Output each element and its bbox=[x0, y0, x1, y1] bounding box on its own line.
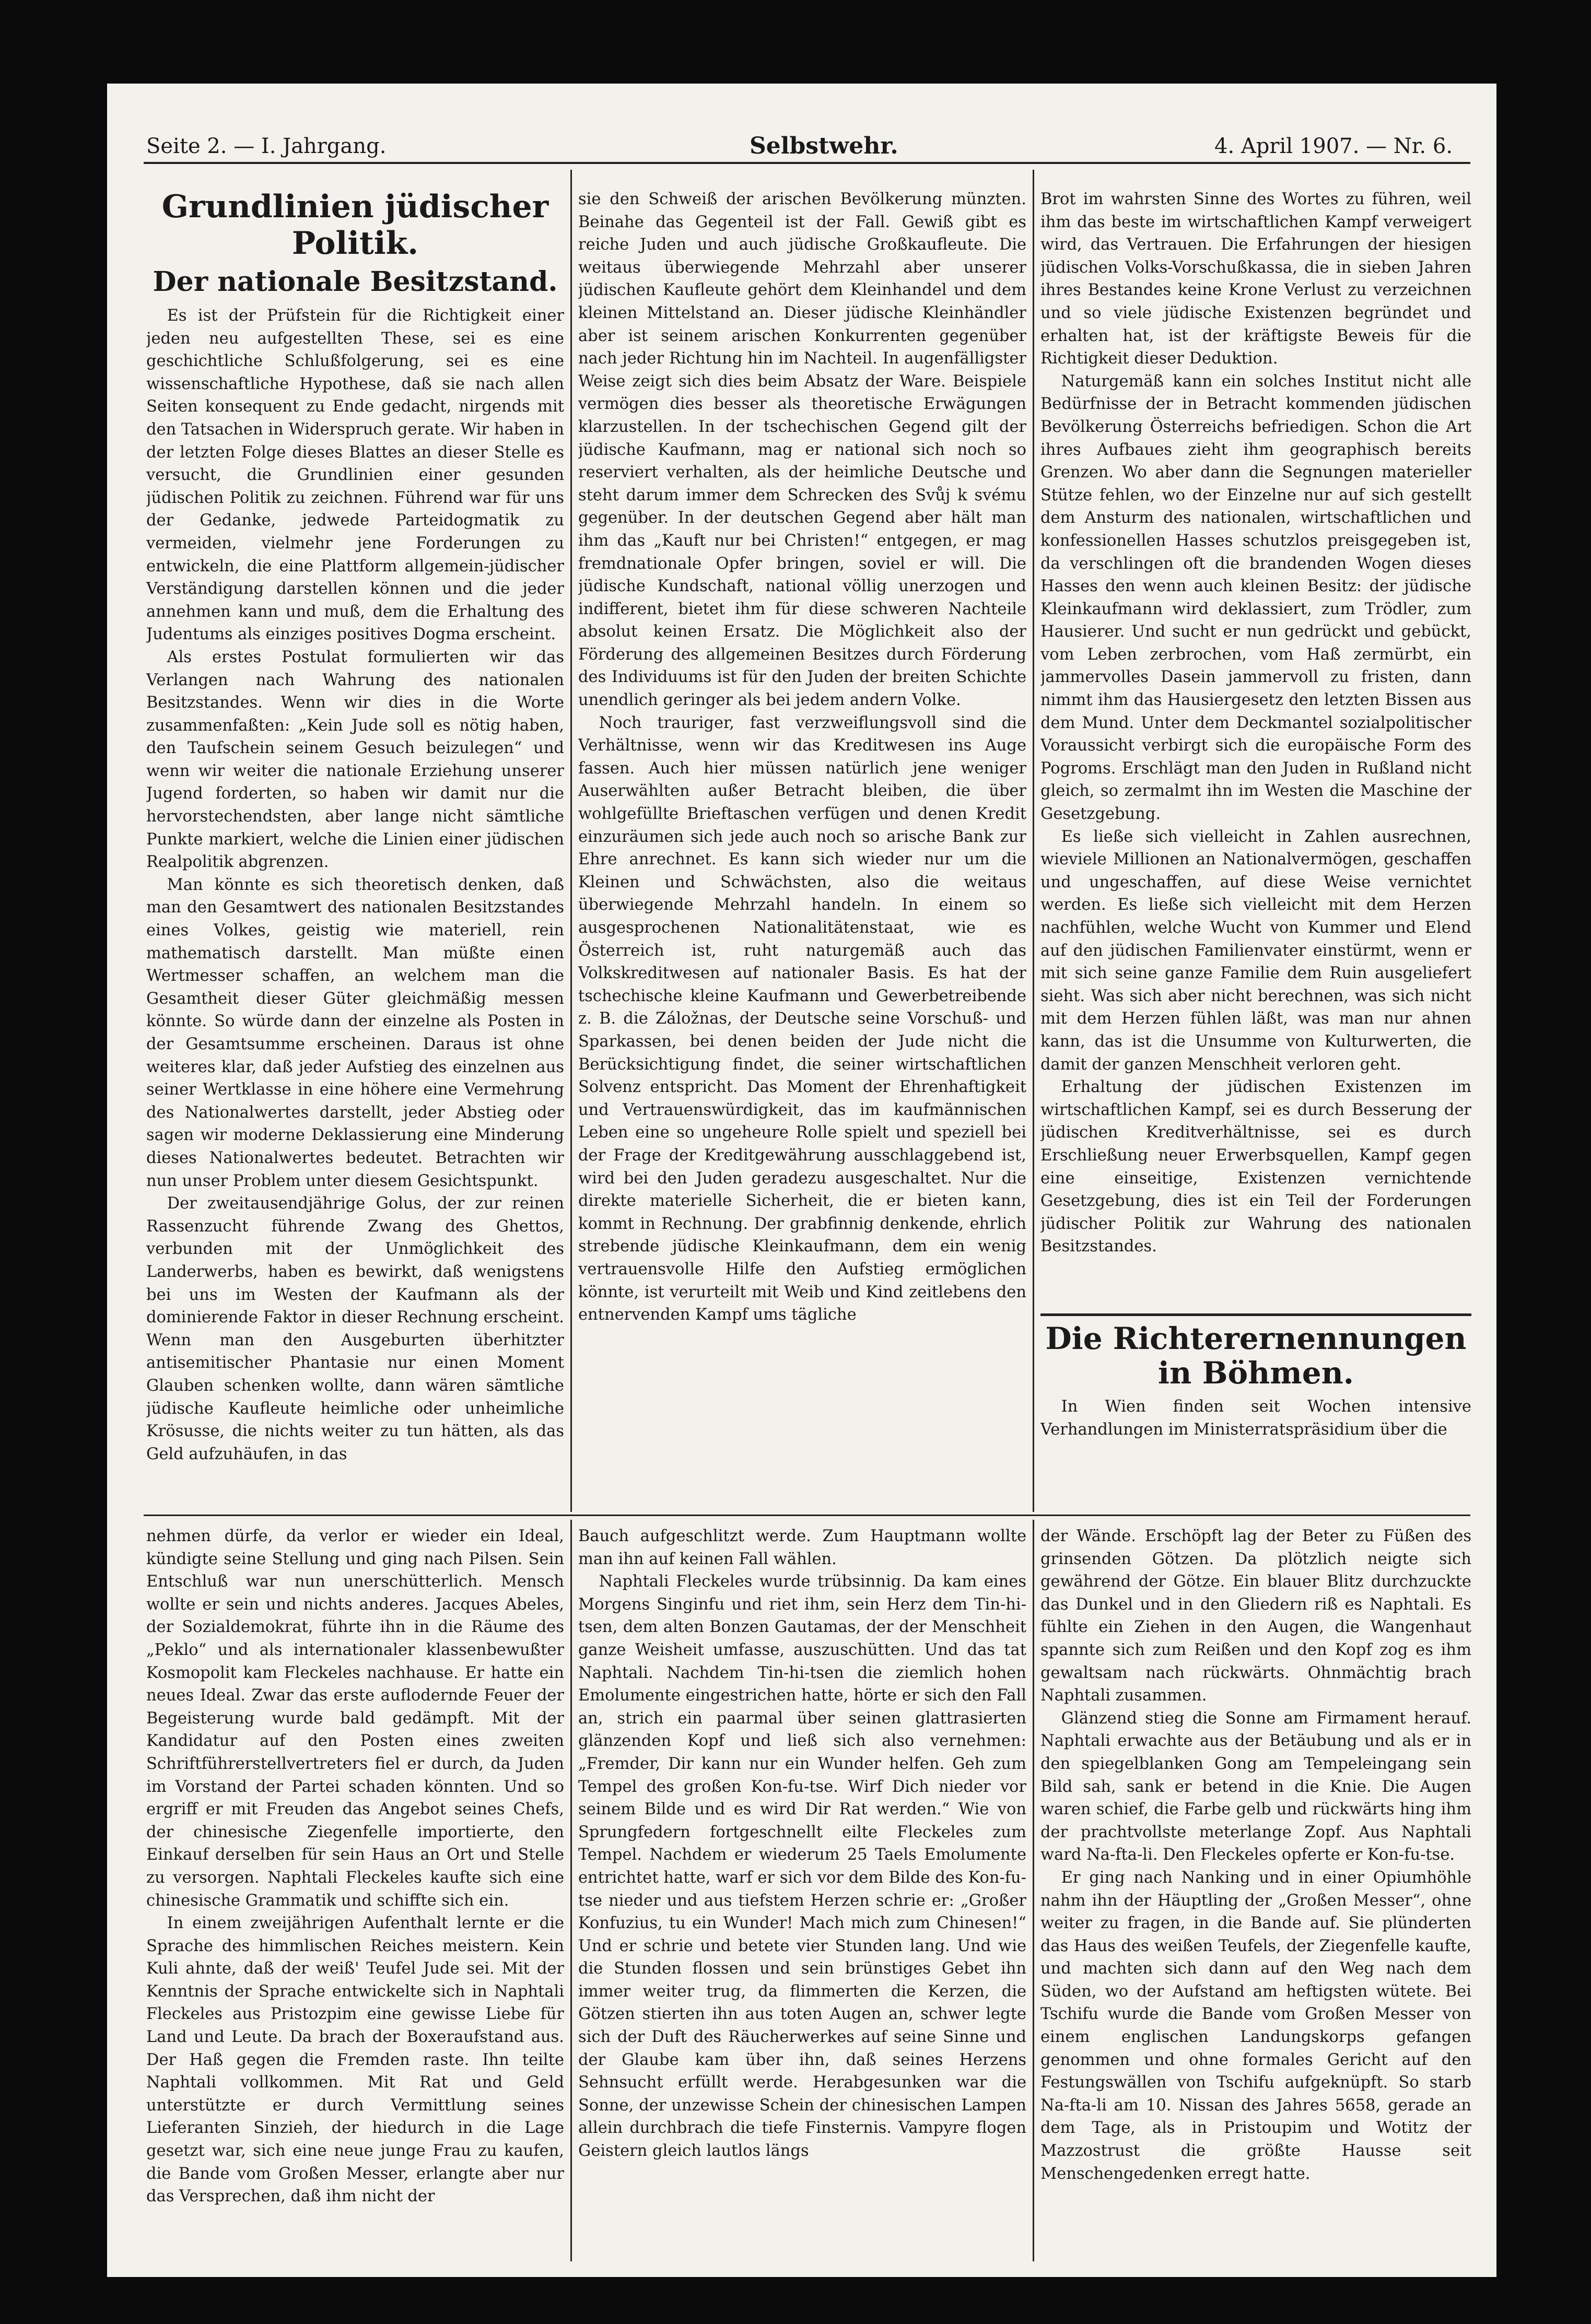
column-rule-1-lower bbox=[570, 1520, 572, 2261]
scan-border-left bbox=[0, 0, 107, 2324]
header-masthead: Selbstwehr. bbox=[750, 133, 898, 159]
article1-column1 bbox=[146, 185, 564, 1509]
scan-border-bottom bbox=[0, 2277, 1591, 2324]
newspaper-page bbox=[107, 84, 1496, 2277]
story-paragraph-3: Bauch aufgeschlitzt werde. Zum Hauptmann wollte man ihn auf keinen Fall wählen. bbox=[578, 1527, 1026, 1568]
article1-paragraph-9: Es ließe sich vielleicht in Zahlen ausrechnen, wieviele Millionen an Nationalvermögen, geschaffen und ungeschaffen, auf diese Weise vernichtet werden. Es ließe sich vielleicht mit dem Herzen nachfühlen, welche Wucht von Kummer und Elend auf den jüdischen Familienvater einstürmt, wenn er mit sich seine ganze Familie dem Ruin ausgeliefert sieht. Was sich aber nicht berechnen, was sich nicht mit dem Herzen fühlen läßt, was man nur ahnen kann, das ist die Unsumme von Kulturwerten, die damit der ganzen Menschheit verloren geht. bbox=[1040, 827, 1471, 1074]
article1-paragraph-3: Man könnte es sich theoretisch denken, daß man den Gesamtwert des nationalen Besitzstandes eines Volkes, geistig wie materiell, rein mathematisch darstellt. Man müßte einen Wertmesser schaffen, an welchem man die Gesamtheit dieser Güter gleichmäßig messen könnte. So würde dann der einzelne als Posten in der Gesamtsumme erscheinen. Daraus ist ohne weiteres klar, daß jeder Aufstieg des einzelnen aus seiner Wertklasse in eine höhere eine Vermehrung des Nationalwertes darstellt, jeder Abstieg oder sagen wir moderne Deklassierung eine Minderung dieses Nationalwertes bedeutet. Betrachten wir nun unser Problem unter diesem Gesichtspunkt. bbox=[146, 875, 564, 1190]
story-paragraph-5: der Wände. Erschöpft lag der Beter zu Füßen des grinsenden Götzen. Da plötzlich neigte sich gewährend der Götze. Ein blauer Blitz durchzuckte das Dunkel und in den Gliedern riß es Naphtali. Es fühlte ein Ziehen in den Augen, die Wangenhaut spannte sich zum Reißen und den Kopf zog es ihm gewaltsam nach rückwärts. Ohnmächtig brach Naphtali zusammen. bbox=[1040, 1527, 1471, 1705]
scan-border-right bbox=[1496, 0, 1591, 2324]
header-page-info: Seite 2. — I. Jahrgang. bbox=[146, 134, 387, 158]
article1-column2 bbox=[578, 188, 1026, 1512]
column-rule-1-upper bbox=[570, 170, 572, 1512]
article1-paragraph-6: Noch trauriger, fast verzweiflungsvoll sind die Verhältnisse, wenn wir das Kreditwesen ins Auge fassen. Auch hier müssen natürlich jene weniger Auserwählten außer Betracht bleiben, die über wohlgefüllte Brieftaschen verfügen und denen Kredit einzuräumen sich jede auch noch so arische Bank zur Ehre anrechnet. Es kann sich wieder nur um die Kleinen und Schwächsten, also die weitaus überwiegende Mehrzahl handeln. In einem so ausgesprochenen Nationalitätenstaat, wie es Österreich ist, ruht naturgemäß auch das Volkskreditwesen auf nationaler Basis. Es hat der tschechische kleine Kaufmann und Gewerbetreibende z. B. die Záložnas, der Deutsche seine Vorschuß- und Sparkassen, bei denen beiden der Jude nicht die Berücksichtigung findet, die seiner wirtschaftlichen Solvenz entspricht. Das Moment der Ehrenhaftigkeit und Vertrauenswürdigkeit, das im kaufmännischen Leben eine so ungeheure Rolle spielt und speziell bei der Frage der Kreditgewährung ausschlaggebend ist, wird bei den Juden geradezu ausgeschaltet. Nur die direkte materielle Sicherheit, die er bieten kann, kommt in Rechnung. Der grabfinnig denkende, ehrlich strebende jüdische Kleinkaufmann, dem ein wenig vertrauensvolle Hilfe den Aufstieg ermöglichen könnte, ist verurteilt mit Weib und Kind zeitlebens den entnervenden Kampf ums tägliche bbox=[578, 713, 1026, 1324]
story-column3 bbox=[1040, 1525, 1471, 2261]
story-paragraph-4: Naphtali Fleckeles wurde trübsinnig. Da kam eines Morgens Singinfu und riet ihm, sein Herz dem Tin-hi-tsen, dem alten Bonzen Gautamas, der der Menschheit ganze Weisheit umfasse, auszuschütten. Und das tat Naphtali. Nachdem Tin-hi-tsen die ziemlich hohen Emolumente eingestrichen hatte, hörte er sich den Fall an, strich ein paarmal über seinen glattrasierten glänzenden Kopf und ließ sich also vernehmen: „Fremder, Dir kann nur ein Wunder helfen. Geh zum Tempel des großen Kon-fu-tse. Wirf Dich nieder vor seinem Bilde und es wird Dir Rat werden.“ Wie von Sprungfedern fortgeschnellt eilte Fleckeles zum Tempel. Nachdem er wiederum 25 Taels Emolumente entrichtet hatte, warf er sich vor dem Bilde des Kon-fu-tse nieder und aus tiefstem Herzen schrie er: „Großer Konfuzius, tu ein Wunder! Mach mich zum Chinesen!“ Und er schrie und betete vier Stunden lang. Und wie die Stunden flossen und sein brünstiges Gebet ihn immer weiter trug, da flimmerten die Kerzen, die Götzen stierten ihn aus toten Augen an, schwer legte sich der Duft des Räucherwerkes auf seine Sinne und der Glaube kam über ihn, daß seines Herzens Sehnsucht erfüllt werde. Herabgesunken war die Sonne, der unzewisse Schein der chinesischen Lampen allein durchbrach die tiefe Finsternis. Vampyre flogen Geistern gleich lautlos längs bbox=[578, 1572, 1026, 2161]
column-rule-2-upper bbox=[1033, 170, 1034, 1512]
story-column2 bbox=[578, 1525, 1026, 2261]
feuilleton-separator-rule bbox=[144, 1515, 1470, 1516]
article-separator-rule bbox=[1040, 1313, 1471, 1316]
header-rule bbox=[144, 162, 1470, 164]
story-column1 bbox=[146, 1525, 564, 2261]
story-paragraph-6: Glänzend stieg die Sonne am Firmament herauf. Naphtali erwachte aus der Betäubung und als er in den spiegelblanken Gong am Tempeleingang sein Bild sah, sank er betend in die Knie. Die Augen waren schief, die Farbe gelb und rückwärts hing ihm der prachtvollste meterlange Zopf. Aus Naphtali ward Na-fta-li. Den Fleckeles opferte er Kon-fu-tse. bbox=[1040, 1709, 1471, 1864]
story-paragraph-7: Er ging nach Nanking und in einer Opiumhöhle nahm ihn der Häuptling der „Großen Messer“, ohne weiter zu fragen, in die Bande auf. Sie plünderten das Haus des weißen Teufels, der Ziegenfelle kaufte, und machten sich dann auf den Weg nach dem Süden, wo der Aufstand am heftigsten wütete. Bei Tschifu wurde die Bande vom Großen Messer von einem englischen Landungskorps gefangen genommen und ohne formales Gericht auf den Festungswällen von Tschifu aufgeknüpft. So starb Na-fta-li am 10. Nissan des Jahres 5658, gerade an dem Tage, als in Pristoupim und Wotitz der Mazzostrust die größte Hausse seit Menschengedenken erregt hatte. bbox=[1040, 1868, 1471, 2183]
article1-paragraph-7: Brot im wahrsten Sinne des Wortes zu führen, weil ihm das beste im wirtschaftlichen Kampf verweigert wird, das Vertrauen. Die Erfahrungen der hiesigen jüdischen Volks-Vorschußkassa, die in sieben Jahren ihres Bestandes keine Krone Verlust zu verzeichnen und so viele jüdische Existenzen begründet und erhalten hat, ist der kräftigste Beweis für die Richtigkeit dieser Deduktion. bbox=[1040, 190, 1471, 368]
article1-paragraph-2: Als erstes Postulat formulierten wir das Verlangen nach Wahrung des nationalen Besitzstandes. Wenn wir dies in die Worte zusammenfaßten: „Kein Jude soll es nötig haben, den Taufschein seinem Gesuch beizulegen“ und wenn wir weiter die nationale Erziehung unserer Jugend forderten, so haben wir damit nur die hervorstechendsten, aber lange nicht sämtliche Punkte markiert, welche die Linien einer jüdischen Realpolitik abgrenzen. bbox=[146, 648, 564, 872]
article1-subtitle: Der nationale Besitzstand. bbox=[153, 266, 558, 298]
article1-title: Grundlinien jüdischer Politik. bbox=[161, 189, 549, 262]
article1-paragraph-8: Naturgemäß kann ein solches Institut nicht alle Bedürfnisse der in Betracht kommenden jüdischen Bevölkerung Österreichs befriedigen. Schon die Art ihres Aufbaues zieht ihm geographisch bereits Grenzen. Wo aber dann die Segnungen materieller Stütze fehlen, wo der Einzelne nur auf sich gestellt dem Ansturm des nationalen, wirtschaftlichen und konfessionellen Hasses schutzlos preisgegeben ist, da verschlingen oft die brandenden Wogen dieses Hasses den wenn auch kleinen Besitz: der jüdische Kleinkaufmann wird deklassiert, zum Trödler, zum Hausierer. Und sucht er nun gedrückt und gebückt, vom Leben zerbrochen, vom Haß zermürbt, ein jammervolles Dasein jammervoll zu fristen, dann nimmt ihm das Hausiergesetz den letzten Bissen aus dem Mund. Unter dem Deckmantel sozialpolitischer Voraussicht verbirgt sich die europäische Form des Pogroms. Erschlägt man den Juden in Rußland nicht gleich, so zermalmt ihn im Westen die Maschine der Gesetzgebung. bbox=[1040, 372, 1471, 824]
story-paragraph-2: In einem zweijährigen Aufenthalt lernte er die Sprache des himmlischen Reiches meistern. Kein Kuli ahnte, daß der weiß' Teufel Jude sei. Mit der Kenntnis der Sprache entwickelte sich in Naphtali Fleckeles aus Pristozpim eine gewisse Liebe für Land und Leute. Da brach der Boxeraufstand aus. Der Haß gegen die Fremden raste. Ihn teilte Naphtali vollkommen. Mit Rat und Geld unterstützte er durch Vermittlung seines Lieferanten Sinzieh, der hiedurch in die Lage gesetzt war, sich eine neue junge Frau zu kaufen, die Bande vom Großen Messer, erlangte aber nur das Versprechen, daß ihm nicht der bbox=[146, 1914, 564, 2206]
article1-paragraph-5: sie den Schweiß der arischen Bevölkerung münzten. Beinahe das Gegenteil ist der Fall. Gewiß gibt es reiche Juden und auch jüdische Großkaufleute. Die weitaus überwiegende Mehrzahl aber unserer jüdischen Kaufleute gehört dem Kleinhandel und dem kleinen Mittelstand an. Dieser jüdische Kleinhändler aber ist seinem arischen Konkurrenten gegenüber nach jeder Richtung hin im Nachteil. In augenfälligster Weise zeigt sich dies beim Absatz der Ware. Beispiele vermögen dies besser als theoretische Erwägungen klarzustellen. In der tschechischen Gegend gilt der jüdische Kaufmann, mag er national sich noch so reserviert verhalten, als der heimliche Deutsche und steht darum immer dem Schrecken des Svůj k svému gegenüber. In der deutschen Gegend aber hält man ihm das „Kauft nur bei Christen!“ entgegen, er mag fremdnationale Opfer bringen, soviel er will. Die jüdische Kundschaft, national völlig unerzogen und indifferent, bietet ihm für diese schweren Nachteile absolut keinen Ersatz. Die Möglichkeit also der Förderung des allgemeinen Besitzes durch Förderung des Individuums ist für den Juden der breiten Schichte unendlich geringer als bei jedem andern Volke. bbox=[578, 190, 1026, 710]
article1-paragraph-1: Es ist der Prüfstein für die Richtigkeit einer jeden neu aufgestellten These, sei es eine geschichtliche Schlußfolgerung, sei es eine wissenschaftliche Hypothese, daß sie nach allen Seiten konsequent zu Ende gedacht, nirgends mit den Tatsachen in Widerspruch gerate. Wir haben in der letzten Folge dieses Blattes an dieser Stelle es versucht, die Grundlinien einer gesunden jüdischen Politik zu zeichnen. Führend war für uns der Gedanke, jedwede Parteidogmatik zu vermeiden, vielmehr jene Forderungen zu entwickeln, die eine Plattform allgemein-jüdischer Verständigung darstellen können und die jeder annehmen kann und muß, dem die Erhaltung des Judentums als einziges positives Dogma erscheint. bbox=[146, 307, 564, 644]
article1-paragraph-10: Erhaltung der jüdischen Existenzen im wirtschaftlichen Kampf, sei es durch Besserung der jüdischen Kreditverhältnisse, sei es durch Erschließung neuer Erwerbsquellen, Kampf gegen eine einseitige, Existenzen vernichtende Gesetzgebung, dies ist ein Teil der Forderungen jüdischer Politik zur Wahrung des nationalen Besitzstandes. bbox=[1040, 1078, 1471, 1256]
article1-paragraph-4: Der zweitausendjährige Golus, der zur reinen Rassenzucht führende Zwang des Ghettos, verbunden mit der Unmöglichkeit des Landerwerbs, haben es bewirkt, daß wenigstens bei uns im Westen der Kaufmann als der dominierende Faktor in dieser Rechnung erscheint. Wenn man den Ausgeburten überhitzter antisemitischer Phantasie nur einen Moment Glauben schenken wollte, dann wären sämtliche jüdische Kaufleute heimliche oder unheimliche Krösusse, die nichts weiter zu tun hätten, als das Geld aufzuhäufen, in das bbox=[146, 1194, 564, 1463]
article2-section bbox=[1040, 1321, 1471, 1512]
article1-column3 bbox=[1040, 188, 1471, 1308]
column-rule-2-lower bbox=[1033, 1520, 1034, 2261]
header-date-issue: 4. April 1907. — Nr. 6. bbox=[1214, 134, 1453, 158]
story-paragraph-1: nehmen dürfe, da verlor er wieder ein Ideal, kündigte seine Stellung und ging nach Pilsen. Sein Entschluß war nun unerschütterlich. Mensch wollte er sein und nichts anderes. Jacques Abeles, der Sozialdemokrat, führte ihn in die Räume des „Peklo“ und als internationaler klassenbewußter Kosmopolit kam Fleckeles nachhause. Er hatte ein neues Ideal. Zwar das erste auflodernde Feuer der Begeisterung wurde bald gedämpft. Mit der Kandidatur auf den Posten eines zweiten Schriftführerstellvertreters fiel er durch, da Juden im Vorstand der Partei schaden könnten. Und so ergriff er mit Freuden das Angebot seines Chefs, der chinesische Ziegenfelle importierte, den Einkauf derselben für sein Haus an Ort und Stelle zu versorgen. Naphtali Fleckeles kaufte sich eine chinesische Grammatik und schiffte sich ein. bbox=[146, 1527, 564, 1910]
scan-border-top bbox=[0, 0, 1591, 84]
article2-paragraph-1: In Wien finden seit Wochen intensive Verhandlungen im Ministerratspräsidium über die bbox=[1040, 1398, 1471, 1439]
article2-title: Die Richterernennungen in Böhmen. bbox=[1045, 1321, 1467, 1391]
